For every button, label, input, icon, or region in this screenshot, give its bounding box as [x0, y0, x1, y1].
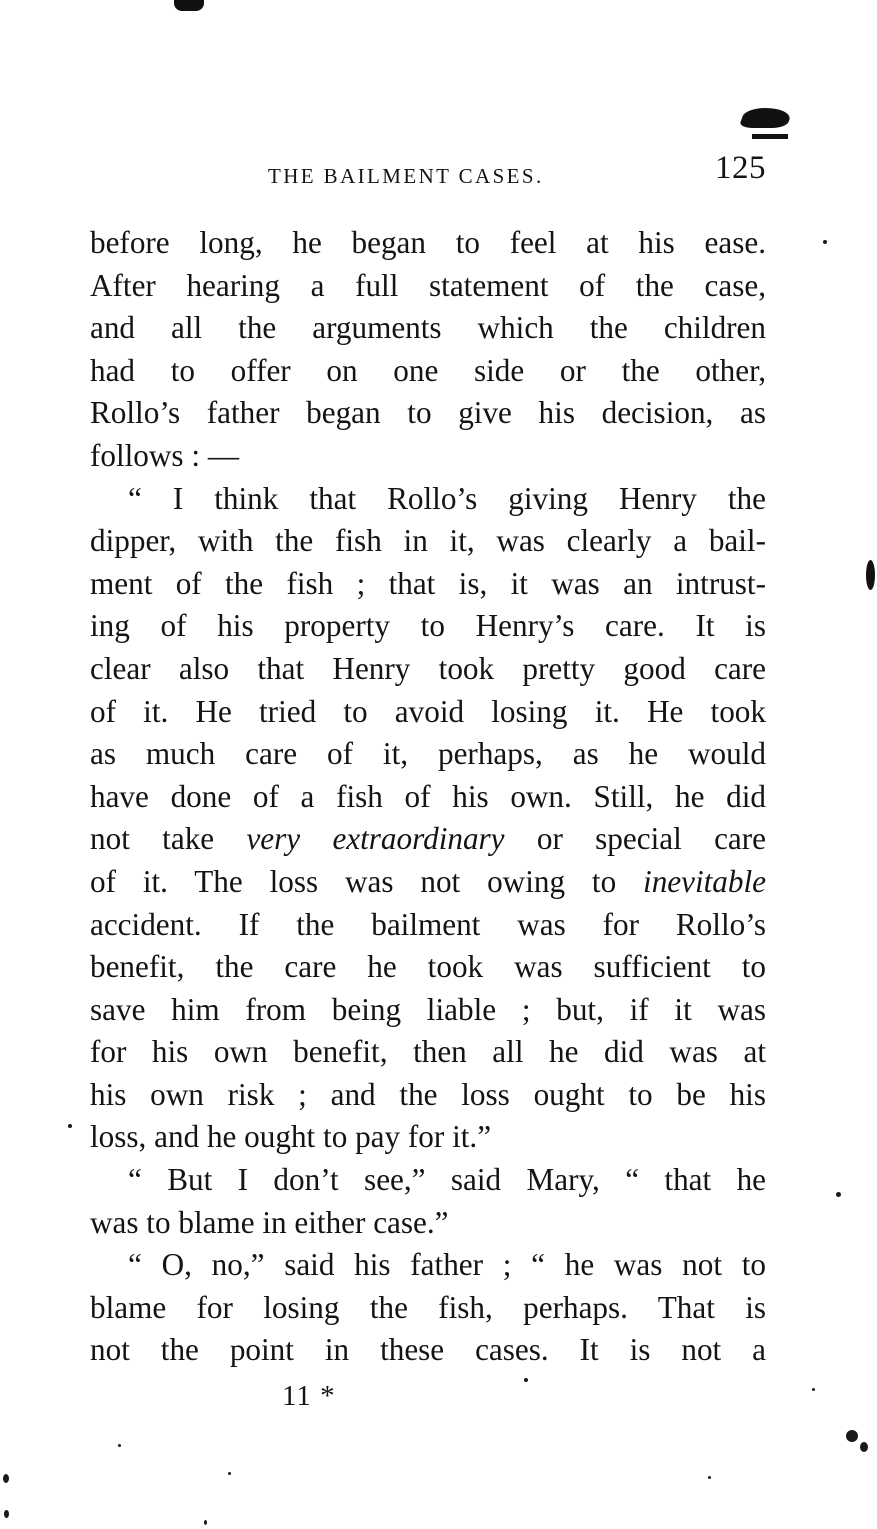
- text-line: before long, he began to feel at his ease.: [90, 225, 766, 260]
- line-text: not take: [90, 821, 247, 857]
- text-line-with-emphasis: [90, 861, 766, 904]
- text-line: loss, and he ought to pay for it.”: [90, 1119, 492, 1155]
- speck: [846, 1430, 858, 1442]
- text-line: benefit, the care he took was sufficient to: [90, 949, 766, 985]
- speck: [204, 1520, 207, 1525]
- text-line: of it. He tried to avoid losing it. He took: [90, 693, 766, 729]
- text-line: ment of the fish ; that is, it was an intrust-: [90, 565, 766, 601]
- text-line: blame for losing the fish, perhaps. That is: [90, 1289, 766, 1325]
- ink-blot: [174, 0, 204, 11]
- text-line: was to blame in either case.”: [90, 1204, 449, 1240]
- text-line: had to offer on one side or the other,: [90, 352, 766, 388]
- emphasis-text: inevitable: [643, 863, 766, 899]
- text-line: “ I think that Rollo’s giving Henry the: [128, 480, 766, 516]
- speck: [860, 1442, 868, 1452]
- speck: [4, 1510, 9, 1518]
- page-header: [90, 150, 766, 194]
- text-line: “ But I don’t see,” said Mary, “ that he: [128, 1162, 766, 1198]
- body-text: [90, 222, 766, 1372]
- speck: [708, 1476, 711, 1479]
- text-line: Rollo’s father began to give his decision, as: [90, 395, 766, 431]
- ink-blot: [866, 560, 875, 590]
- text-line: not the point in these cases. It is not a: [90, 1332, 766, 1368]
- speck: [3, 1474, 9, 1483]
- text-line: ing of his property to Henry’s care. It is: [90, 608, 766, 644]
- speck: [228, 1472, 231, 1475]
- text-line: clear also that Henry took pretty good care: [90, 650, 766, 686]
- text-line: have done of a fish of his own. Still, he did: [90, 778, 766, 814]
- speck: [812, 1388, 815, 1391]
- text-line: accident. If the bailment was for Rollo’s: [90, 906, 766, 942]
- speck: [68, 1124, 72, 1128]
- speck: [118, 1444, 121, 1447]
- text-line: as much care of it, perhaps, as he would: [90, 736, 766, 772]
- text-line: his own risk ; and the loss ought to be his: [90, 1076, 766, 1112]
- speck: [524, 1378, 528, 1382]
- text-line: for his own benefit, then all he did was at: [90, 1034, 766, 1070]
- line-text: of it. The loss was not owing to: [90, 863, 644, 899]
- speck: [836, 1192, 841, 1197]
- signature-mark: 11 *: [282, 1380, 336, 1412]
- speck: [823, 240, 827, 244]
- ink-blot: [738, 108, 793, 128]
- text-line: follows : —: [90, 437, 240, 473]
- emphasis-text: very extraordinary: [246, 821, 505, 857]
- text-line: and all the arguments which the children: [90, 310, 766, 346]
- page-number: 125: [715, 150, 766, 186]
- text-line: “ O, no,” said his father ; “ he was not to: [128, 1247, 766, 1283]
- text-line: save him from being liable ; but, if it was: [90, 991, 766, 1027]
- ink-blot: [752, 134, 788, 139]
- running-head: THE BAILMENT CASES.: [268, 164, 544, 188]
- text-line: After hearing a full statement of the case,: [90, 267, 766, 303]
- text-line: dipper, with the fish in it, was clearly a bail-: [90, 523, 766, 559]
- line-text: or special care: [504, 821, 766, 857]
- text-line-with-emphasis: [90, 818, 766, 861]
